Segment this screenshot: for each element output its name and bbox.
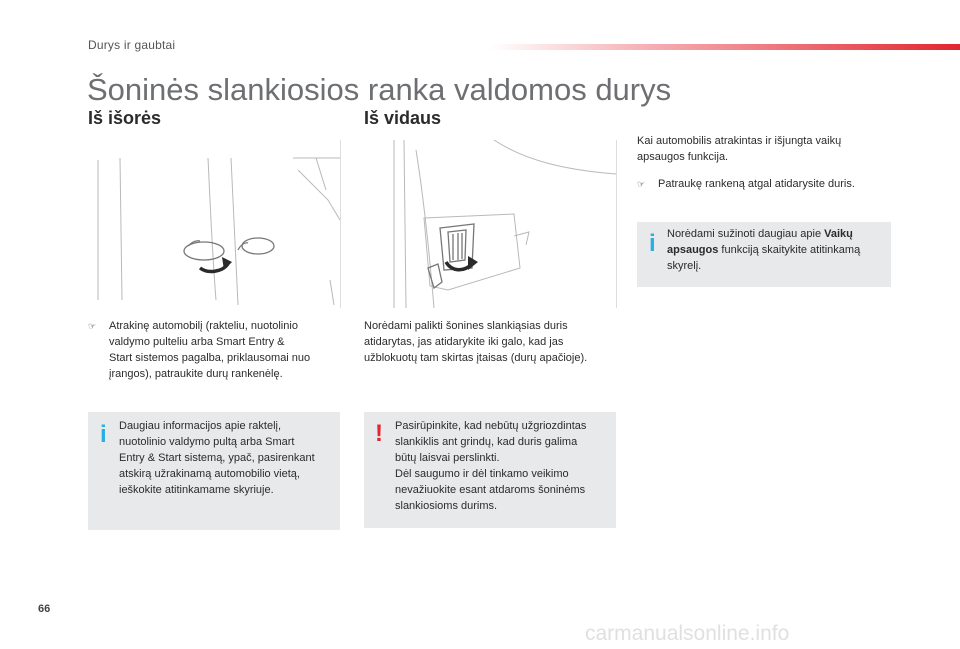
inside-door-illustration [364, 140, 616, 308]
info-note-child-lock-text: Norėdami sužinoti daugiau apie Vaikų apsaugos funkciją skaitykite atitinkamą skyrelį. [667, 228, 861, 272]
header-accent-bar [490, 44, 960, 50]
inside-instruction-text: Norėdami palikti šonines slankiąsias duris atidarytas, jas atidarykite iki galo, kad jas užblokuotų tam skirtas įtaisas (durų apačioje). [364, 320, 588, 364]
watermark: carmanualsonline.info [585, 622, 790, 645]
info-note-outside-text: Daugiau informacijos apie raktelį, nuotolinio valdymo pultą arba Smart Entry & Start sistemą, ypač, pasirenkant atskirą užrakinamą automobilio vietą, ieškokite atitinkamame skyriuje. [119, 420, 315, 496]
section-label: Durys ir gaubtai [88, 38, 176, 52]
illustration-inside-door-handle [364, 140, 617, 308]
info-icon: i [100, 421, 107, 448]
right-instruction [637, 176, 892, 192]
warning-note-inside-text: Pasirūpinkite, kad nebūtų užgriozdintas slankiklis ant grindų, kad duris galima būtų laisvai perslinkti. Dėl saugumo ir dėl tinkamo veikimo nevažiuokite esant atdaroms šoninėms slankiosioms durims. [395, 420, 587, 512]
info-icon: i [649, 230, 656, 257]
pointing-finger-icon: ☞ [637, 179, 646, 189]
outside-instruction [88, 318, 338, 382]
page-number: 66 [38, 603, 51, 615]
info-note-child-lock [637, 222, 891, 287]
heading-inside: Iš vidaus [364, 108, 442, 128]
outside-door-illustration [88, 140, 340, 308]
illustration-outside-door-handle [88, 140, 341, 308]
outside-instruction-text: Atrakinę automobilį (rakteliu, nuotolinio valdymo pulteliu arba Smart Entry & Start sistemos pagalba, priklausomai nuo įrangos), patraukite durų rankenėlę. [109, 320, 311, 380]
info-note-outside [88, 412, 340, 530]
warning-note-inside [364, 412, 616, 528]
pointing-finger-icon: ☞ [88, 321, 97, 331]
page-title: Šoninės slankiosios ranka valdomos durys [87, 72, 672, 107]
right-intro-text: Kai automobilis atrakintas ir išjungta vaikų apsaugos funkcija. [637, 135, 842, 163]
heading-outside: Iš išorės [88, 108, 162, 128]
right-instruction-text: Patraukę rankeną atgal atidarysite duris. [658, 178, 855, 190]
warning-icon: ! [375, 420, 383, 447]
